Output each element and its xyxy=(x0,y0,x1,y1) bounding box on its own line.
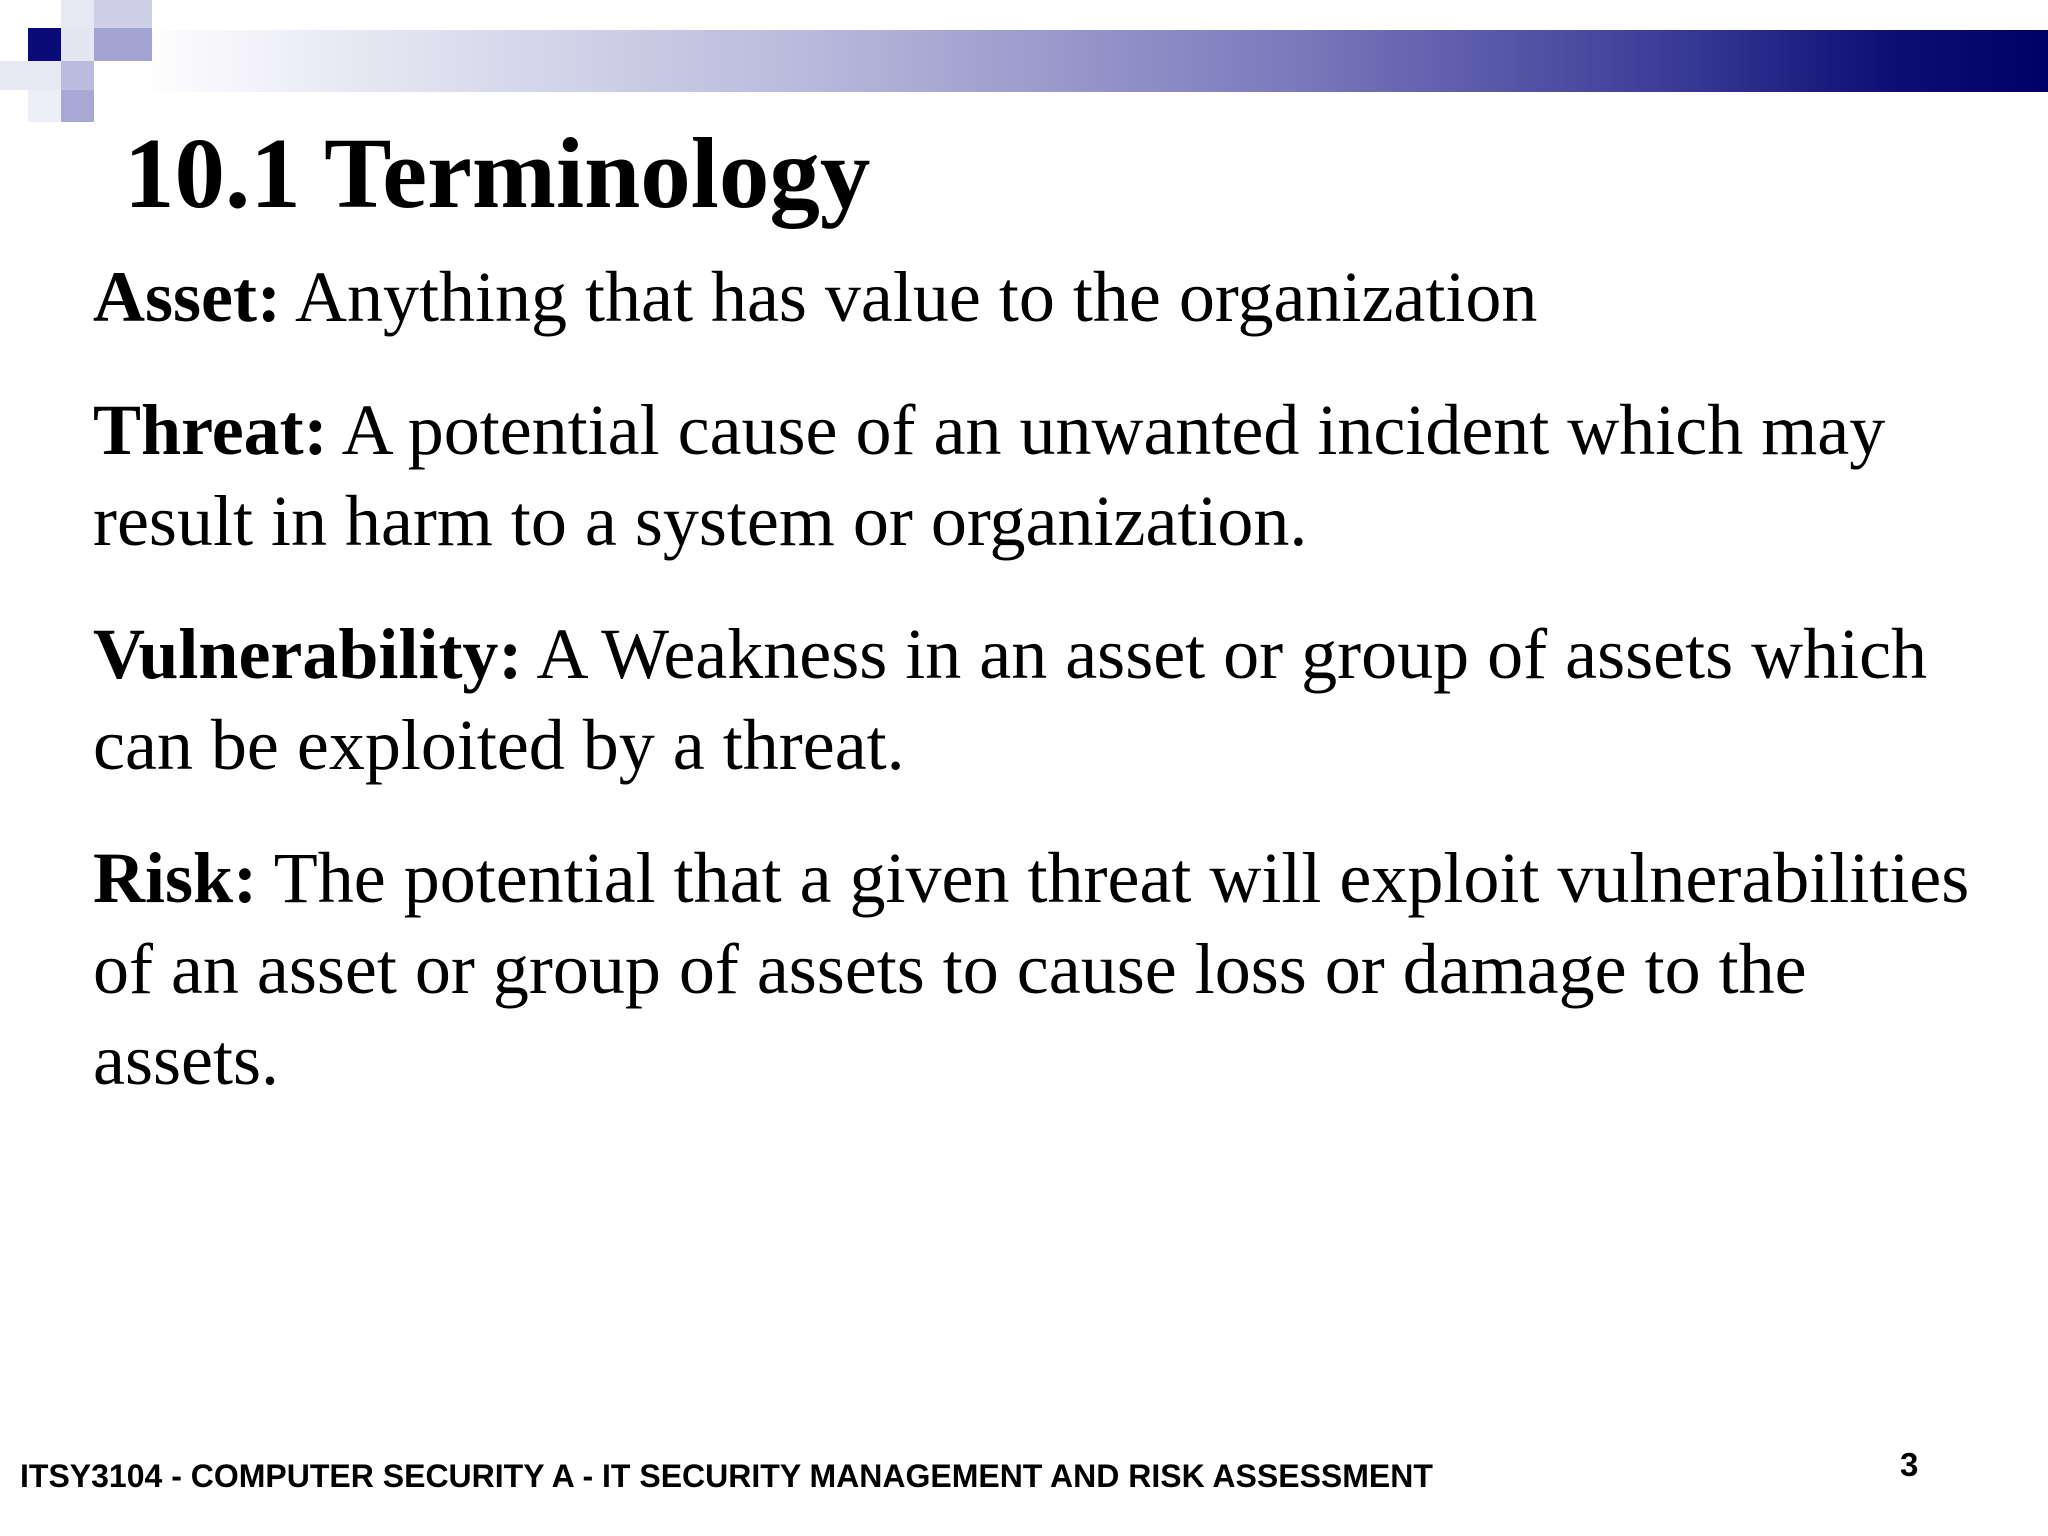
term-threat xyxy=(93,385,1993,567)
term-asset-label: Asset: xyxy=(93,257,281,337)
term-risk-label: Risk: xyxy=(93,838,258,918)
term-threat-label: Threat: xyxy=(93,390,328,470)
term-vulnerability-definition: A Weakness in an asset or group of assets which can be exploited by a threat. xyxy=(93,614,1928,785)
page-number: 3 xyxy=(1900,1446,1919,1483)
term-risk xyxy=(93,833,1993,1106)
header-gradient-bar xyxy=(140,30,2048,92)
term-asset-definition: Anything that has value to the organization xyxy=(294,257,1538,337)
term-vulnerability-label: Vulnerability: xyxy=(93,614,523,694)
footer-course-title: ITSY3104 - COMPUTER SECURITY A - IT SECURITY MANAGEMENT AND RISK ASSESSMENT xyxy=(20,1458,1433,1494)
terms-list xyxy=(93,252,1993,1148)
term-risk-definition: The potential that a given threat will exploit vulnerabilities of an asset or group of assets to cause loss or damage to the assets. xyxy=(93,838,1970,1100)
term-threat-definition: A potential cause of an unwanted incident which may result in harm to a system or organization. xyxy=(93,390,1886,561)
term-asset xyxy=(93,252,1993,343)
decorative-squares-logo xyxy=(0,0,170,130)
term-vulnerability xyxy=(93,609,1993,791)
slide-title: 10.1 Terminology xyxy=(124,117,871,229)
